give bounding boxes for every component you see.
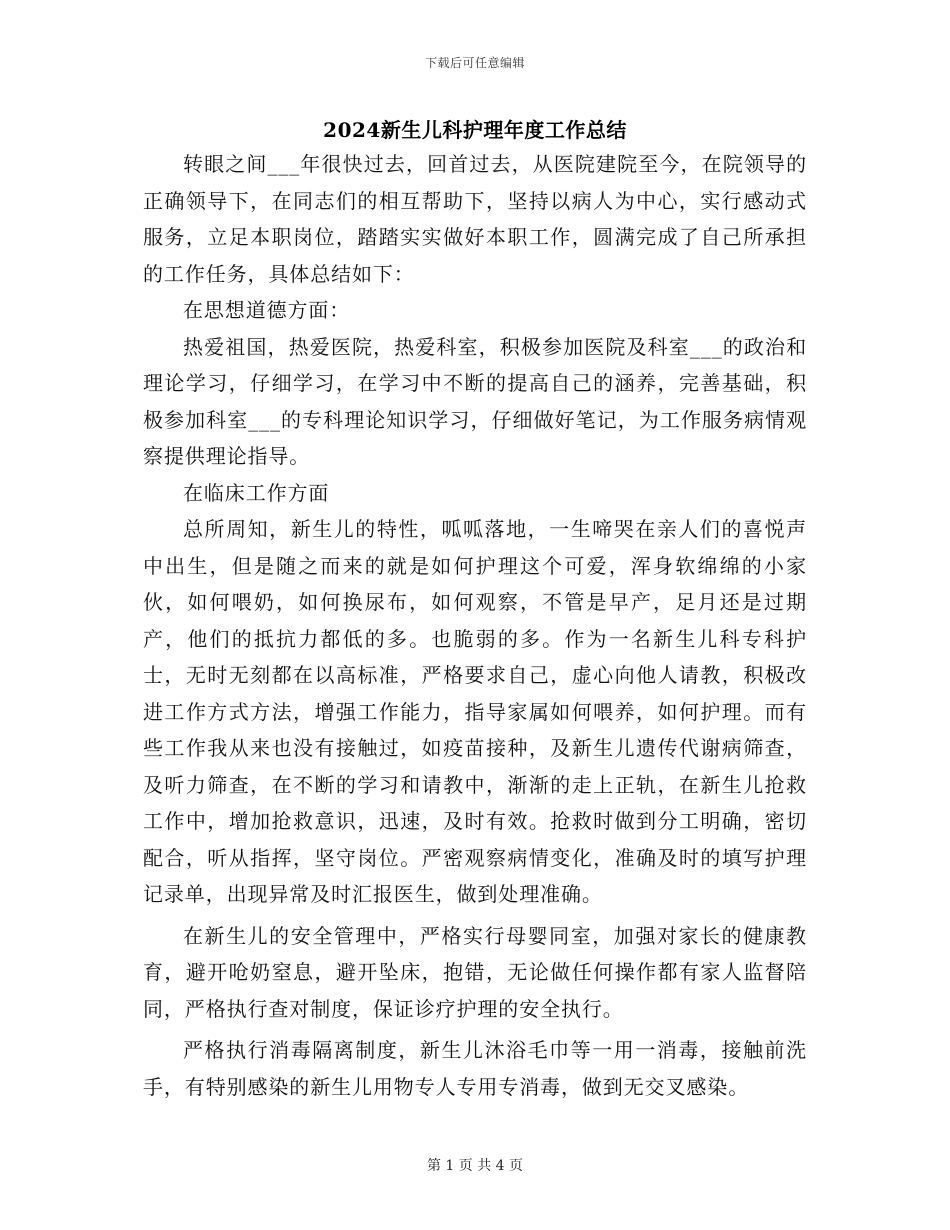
paragraph-clinical: 总所周知，新生儿的特性，呱呱落地，一生啼哭在亲人们的喜悦声中出生，但是随之而来的就是如何护理这个可爱，浑身软绵绵的小家伙，如何喂奶，如何换尿布，如何观察，不管是早产，足月还是过期产，他们的抵抗力都低的多。也脆弱的多。作为一名新生儿科专科护士，无时无刻都在以高标准，严格要求自己，虚心向他人请教，积极改进工作方式方法，增强工作能力，指导家属如何喂养，如何护理。而有些工作我从来也没有接触过，如疫苗接种，及新生儿遗传代谢病筛查，及听力筛查，在不断的学习和请教中，渐渐的走上正轨，在新生儿抢救工作中，增加抢救意识，迅速，及时有效。抢救时做到分工明确，密切配合，听从指挥，坚守岗位。严密观察病情变化，准确及时的填写护理记录单，出现异常及时汇报医生，做到处理准确。 xyxy=(143,517,807,906)
paragraph-safety: 在新生儿的安全管理中，严格实行母婴同室，加强对家长的健康教育，避开呛奶窒息，避开坠床，抱错，无论做任何操作都有家人监督陪同，严格执行查对制度，保证诊疗护理的安全执行。 xyxy=(143,923,807,1021)
page-number: 第 1 页 共 4 页 xyxy=(426,1158,524,1174)
paragraph-heading-clinical: 在临床工作方面 xyxy=(183,480,330,505)
header-note: 下载后可任意编辑 xyxy=(424,56,525,70)
document-body xyxy=(143,146,807,1105)
paragraph-disinfection: 严格执行消毒隔离制度，新生儿沐浴毛巾等一用一消毒，接触前洗手，有特别感染的新生儿用物专人专用专消毒，做到无交叉感染。 xyxy=(143,1038,807,1099)
paragraph-heading-ideology: 在思想道德方面： xyxy=(183,298,351,322)
paragraph-intro: 转眼之间___年很快过去，回首过去，从医院建院至今，在院领导的正确领导下，在同志们的相互帮助下，坚持以病人为中心，实行感动式服务，立足本职岗位，踏踏实实做好本职工作，圆满完成了自己所承担的工作任务，具体总结如下： xyxy=(143,152,807,286)
document-title: 2024新生儿科护理年度工作总结 xyxy=(323,118,627,142)
paragraph-ideology: 热爱祖国，热爱医院，热爱科室，积极参加医院及科室___的政治和理论学习，仔细学习，在学习中不断的提高自己的涵养，完善基础，积极参加科室___的专科理论知识学习，仔细做好笔记，为工作服务病情观察提供理论指导。 xyxy=(143,334,807,468)
